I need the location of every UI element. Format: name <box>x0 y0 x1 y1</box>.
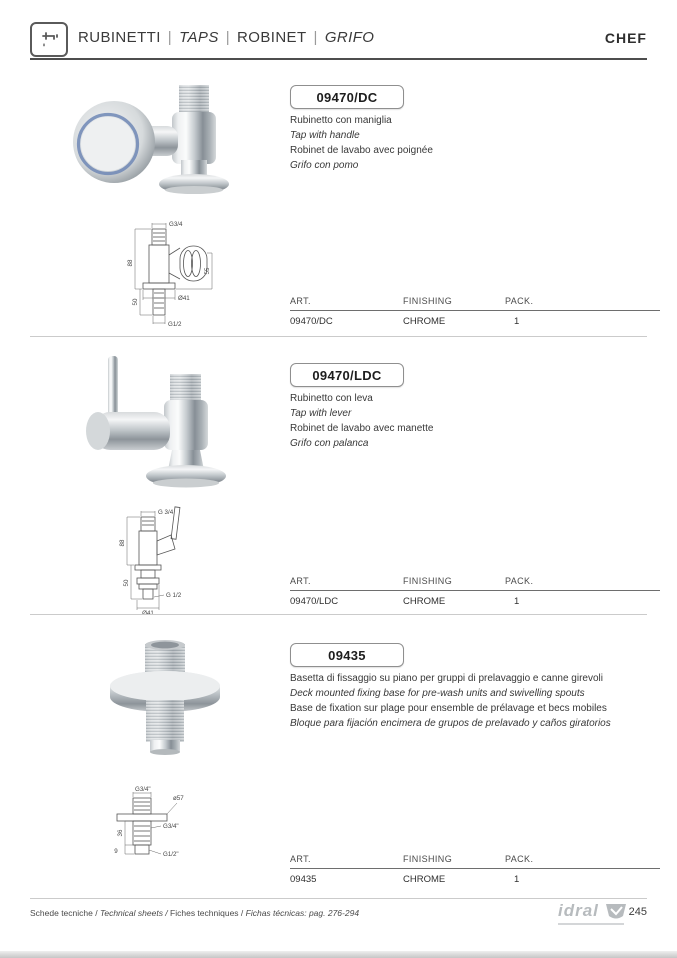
product-descriptions <box>290 671 662 731</box>
col-art: ART. <box>290 854 311 864</box>
dim-label: G3/4 <box>169 221 183 228</box>
footer-spanish: Fichas técnicas: pag. 276-294 <box>245 908 360 918</box>
desc-spanish: Bloque para fijación encimera de grupos de prelavado y caños giratorios <box>290 718 611 729</box>
footer-french: Fiches techniques / <box>170 908 246 918</box>
product-descriptions <box>290 391 662 451</box>
tap-body <box>164 400 208 450</box>
col-pack: PACK. <box>505 854 534 864</box>
product-descriptions <box>290 113 662 173</box>
footer-divider <box>30 898 647 899</box>
col-art: ART. <box>290 576 311 586</box>
cell-finishing: CHROME <box>403 316 446 327</box>
desc-italian: Rubinetto con leva <box>290 393 373 404</box>
dim-label: 55 <box>204 267 211 275</box>
product-photo-09470dc <box>62 82 256 206</box>
brand-tagline <box>558 923 624 925</box>
desc-english: Deck mounted fixing base for pre-wash units and swivelling spouts <box>290 688 585 699</box>
desc-spanish: Grifo con palanca <box>290 438 369 449</box>
table-header <box>290 854 660 869</box>
dim-label: G 1/2 <box>166 592 182 599</box>
tap-body <box>172 112 216 164</box>
spec-table <box>290 576 660 607</box>
lever-handle <box>108 356 118 418</box>
table-header <box>290 296 660 311</box>
dim-label: 9 <box>114 848 118 855</box>
cell-art: 09470/DC <box>290 316 333 327</box>
desc-english: Tap with lever <box>290 408 352 419</box>
product-code-badge: 09470/LDC <box>290 363 404 387</box>
title-italian: RUBINETTI <box>78 29 161 46</box>
page-header <box>30 20 647 60</box>
section-divider <box>30 336 647 337</box>
page-title: RUBINETTI | TAPS | ROBINET | GRIFO <box>78 29 375 46</box>
dim-label: 36 <box>117 829 124 837</box>
cell-art: 09470/LDC <box>290 596 339 607</box>
technical-drawing-09470dc <box>108 213 230 335</box>
cell-finishing: CHROME <box>403 596 446 607</box>
cell-pack: 1 <box>514 874 520 885</box>
dim-label: Ø41 <box>178 295 190 302</box>
dim-label: G1/2 <box>168 321 182 328</box>
table-row <box>290 869 660 885</box>
dim-label: 50 <box>132 298 139 306</box>
dim-label: ø57 <box>173 795 184 802</box>
collection-name: CHEF <box>604 30 647 46</box>
page-edge <box>0 951 677 958</box>
title-english: TAPS <box>179 29 219 46</box>
brand-wordmark: idral <box>558 901 599 920</box>
spec-table <box>290 854 660 885</box>
product-photo-09470ldc <box>52 356 252 496</box>
section-divider <box>30 614 647 615</box>
dim-label: G1/2" <box>163 851 179 858</box>
footer-italian: Schede tecniche / <box>30 908 100 918</box>
technical-drawing-09470ldc <box>103 505 218 617</box>
desc-spanish: Grifo con pomo <box>290 160 359 171</box>
desc-italian: Basetta di fissaggio su piano per gruppi di prelavaggio e canne girevoli <box>290 673 603 684</box>
table-header <box>290 576 660 591</box>
page-number: 245 <box>628 906 647 918</box>
dim-label: 88 <box>127 259 134 267</box>
col-pack: PACK. <box>505 576 534 586</box>
product-code-badge: 09435 <box>290 643 404 667</box>
dim-label: G 3/4 <box>158 509 174 516</box>
product-code-badge: 09470/DC <box>290 85 404 109</box>
desc-french: Robinet de lavabo avec manette <box>290 423 434 434</box>
table-row <box>290 591 660 607</box>
dim-label: 50 <box>123 579 130 587</box>
desc-french: Robinet de lavabo avec poignée <box>290 145 433 156</box>
table-row <box>290 311 660 327</box>
dim-label: G3/4" <box>135 786 151 793</box>
title-french: ROBINET <box>237 29 307 46</box>
tap-icon <box>30 22 68 57</box>
brand-shield-icon <box>605 903 627 920</box>
col-finishing: FINISHING <box>403 576 453 586</box>
col-art: ART. <box>290 296 311 306</box>
technical-drawing-09435 <box>105 786 217 868</box>
desc-english: Tap with handle <box>290 130 360 141</box>
col-finishing: FINISHING <box>403 854 453 864</box>
cell-finishing: CHROME <box>403 874 446 885</box>
spec-table <box>290 296 660 327</box>
cell-pack: 1 <box>514 316 520 327</box>
cell-art: 09435 <box>290 874 317 885</box>
cell-pack: 1 <box>514 596 520 607</box>
col-finishing: FINISHING <box>403 296 453 306</box>
drop-glyph <box>43 43 45 47</box>
dim-label: 88 <box>119 539 126 547</box>
desc-french: Base de fixation sur plage pour ensemble de prélavage et becs mobiles <box>290 703 607 714</box>
idral-logo <box>558 903 628 925</box>
dim-label: Ø41 <box>142 610 154 617</box>
title-spanish: GRIFO <box>324 29 375 46</box>
footer-note <box>30 908 359 918</box>
desc-italian: Rubinetto con maniglia <box>290 115 392 126</box>
col-pack: PACK. <box>505 296 534 306</box>
footer-english: Technical sheets / <box>99 908 171 918</box>
dim-label: G3/4" <box>163 823 179 830</box>
product-photo-09435 <box>92 636 238 756</box>
